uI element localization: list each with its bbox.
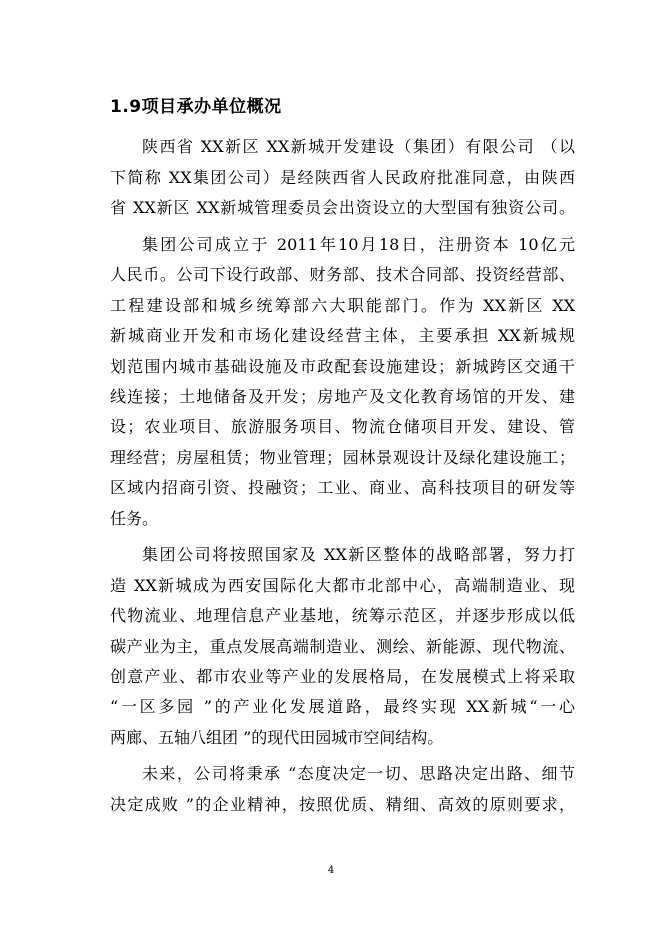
- paragraph-1-line-2: 下简称 XX集团公司）是经陕西省人民政府批准同意，由陕西: [110, 168, 575, 187]
- paragraph-1-line-3: 省 XX新区 XX新城管理委员会出资设立的大型国有独资公司。: [110, 198, 575, 217]
- paragraph-2-line-4: 新城商业开发和市场化建设经营主体，主要承担 XX新城规: [110, 326, 575, 345]
- paragraph-2-line-3: 工程建设部和城乡统筹部六大职能部门。作为 XX新区 XX: [110, 296, 575, 315]
- paragraph-2-line-5: 划范围内城市基础设施及市政配套设施建设；新城跨区交通干: [110, 357, 575, 376]
- paragraph-2-line-7: 设；农业项目、旅游服务项目、物流仓储项目开发、建设、管: [110, 417, 575, 436]
- paragraph-3-line-5: 创意产业、都市农业等产业的发展格局，在发展模式上将采取: [110, 667, 575, 686]
- paragraph-3-line-7: 两廊、五轴八组团 ”的现代田园城市空间结构。: [110, 728, 444, 747]
- paragraph-3-line-3: 代物流业、地理信息产业基地，统筹示范区，并逐步形成以低: [110, 606, 575, 625]
- paragraph-2-line-1: 集团公司成立于 2011年10月18日，注册资本 10亿元: [142, 235, 575, 254]
- page-number: 4: [327, 865, 335, 876]
- paragraph-3-line-4: 碳产业为主，重点发展高端制造业、测绘、新能源、现代物流、: [110, 637, 575, 656]
- paragraph-2-line-10: 任务。: [110, 509, 159, 528]
- paragraph-2-line-6: 线连接；土地储备及开发；房地产及文化教育场馆的开发、建: [110, 387, 575, 406]
- paragraph-4-line-2: 决定成败 ”的企业精神，按照优质、精细、高效的原则要求，: [110, 795, 575, 814]
- paragraph-3-line-6: “一区多园 ”的产业化发展道路，最终实现 XX新城“一心: [110, 697, 575, 716]
- paragraph-2-line-9: 区域内招商引资、投融资；工业、商业、高科技项目的研发等: [110, 478, 575, 497]
- paragraph-2-line-8: 理经营；房屋租赁；物业管理；园林景观设计及绿化建设施工；: [110, 448, 575, 467]
- paragraph-3-line-1: 集团公司将按照国家及 XX新区整体的战略部署，努力打: [142, 545, 575, 564]
- paragraph-4-line-1: 未来，公司将秉承 “态度决定一切、思路决定出路、细节: [142, 764, 575, 783]
- paragraph-1-line-1: 陕西省 XX新区 XX新城开发建设（集团）有限公司 （以: [142, 137, 575, 156]
- paragraph-3-line-2: 造 XX新城成为西安国际化大都市北部中心，高端制造业、现: [110, 576, 575, 595]
- section-heading: 1.9项目承办单位概况: [110, 97, 282, 117]
- paragraph-2-line-2: 人民币。公司下设行政部、财务部、技术合同部、投资经营部、: [110, 265, 575, 284]
